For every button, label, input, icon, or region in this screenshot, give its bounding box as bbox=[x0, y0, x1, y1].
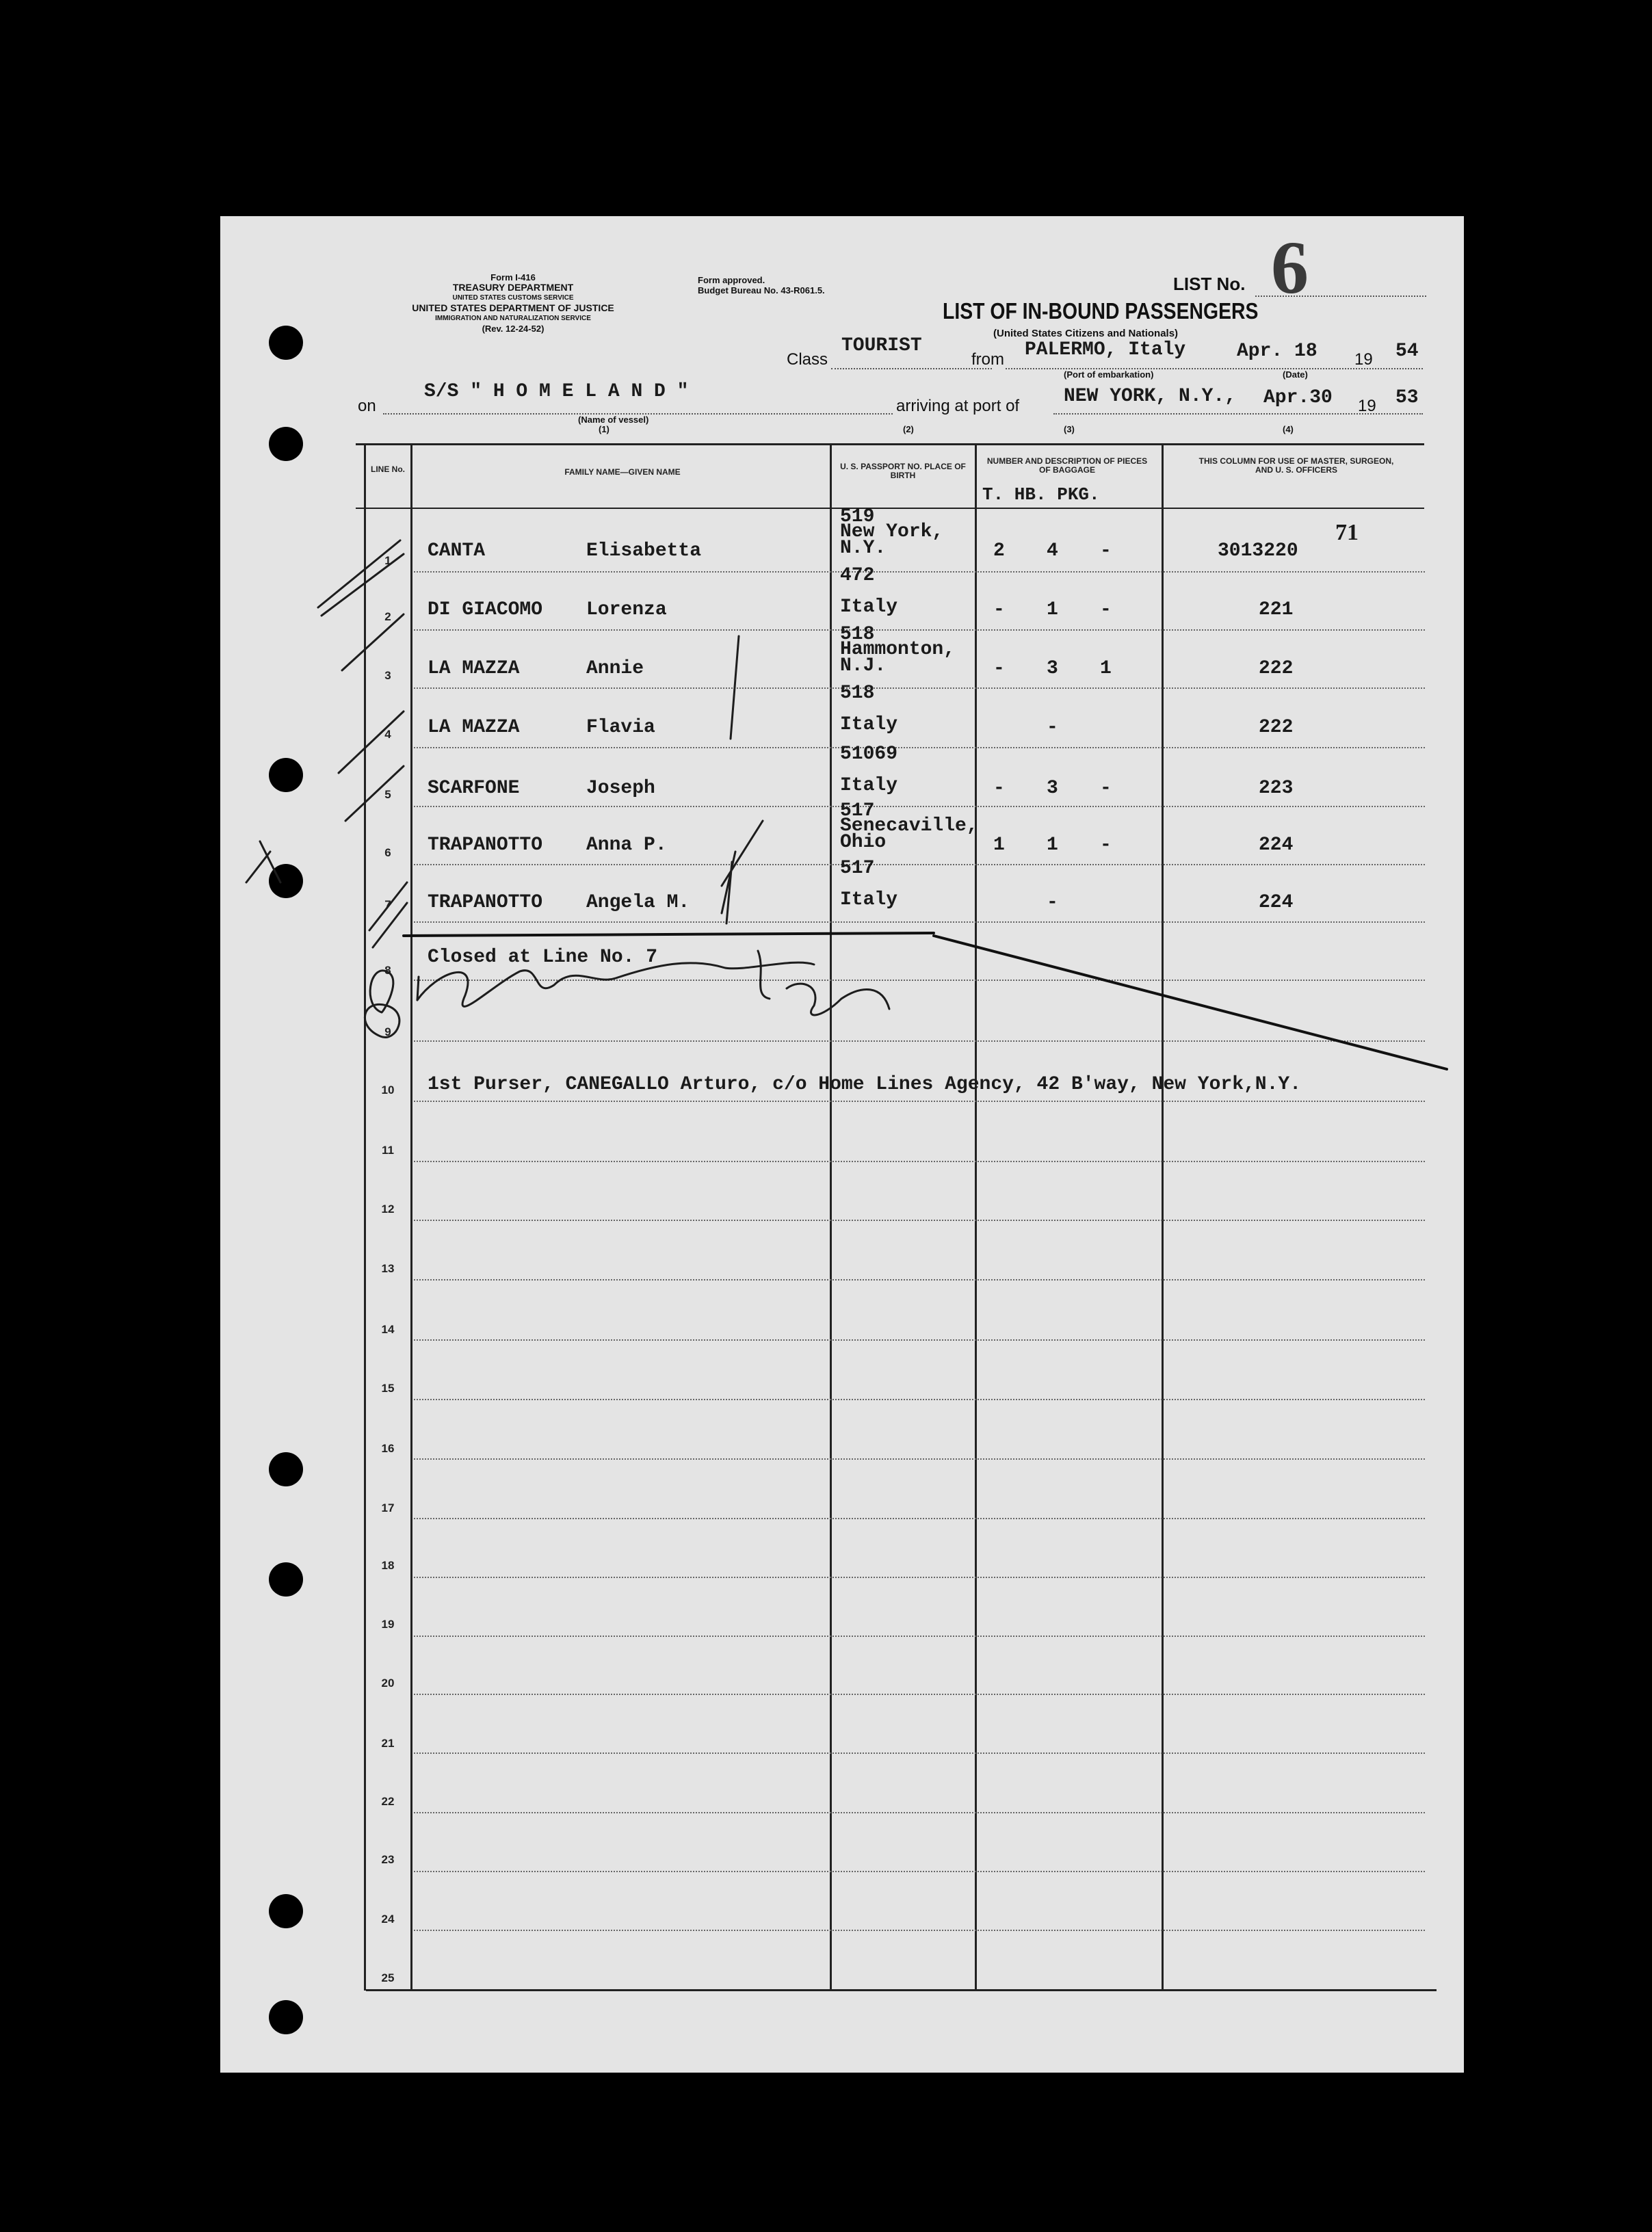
official-number: 224 bbox=[1259, 892, 1294, 913]
birth-place-2: Italy bbox=[840, 775, 898, 796]
line-number: 25 bbox=[381, 1971, 395, 1984]
baggage-hb: - bbox=[1047, 892, 1058, 913]
budget-bureau: Budget Bureau No. 43-R061.5. bbox=[698, 285, 825, 296]
line-number: 21 bbox=[381, 1737, 395, 1750]
birth-place-2: Italy bbox=[840, 596, 898, 618]
given-name: Joseph bbox=[586, 778, 655, 799]
line-number: 10 bbox=[381, 1084, 395, 1097]
line-number: 3 bbox=[384, 669, 391, 682]
header-baggage-sub: T. HB. PKG. bbox=[982, 484, 1100, 505]
from-year: 54 bbox=[1395, 341, 1419, 362]
birth-place-2: Ohio bbox=[840, 832, 887, 853]
family-name: LA MAZZA bbox=[428, 717, 520, 738]
official-number: 221 bbox=[1259, 599, 1294, 620]
col1-no: (1) bbox=[599, 424, 609, 434]
line-number: 16 bbox=[381, 1442, 395, 1455]
arrival-date: Apr.30 bbox=[1263, 387, 1333, 408]
family-name: TRAPANOTTO bbox=[428, 892, 543, 913]
treasury-dept: TREASURY DEPARTMENT bbox=[452, 282, 574, 293]
line-number: 15 bbox=[381, 1382, 395, 1395]
baggage-pkg: - bbox=[1100, 540, 1112, 562]
from-year-prefix: 19 bbox=[1354, 350, 1373, 369]
given-name: Anna P. bbox=[586, 835, 667, 856]
line-number: 22 bbox=[381, 1795, 395, 1808]
line-number: 19 bbox=[381, 1618, 395, 1631]
line-number: 12 bbox=[381, 1203, 395, 1216]
col3-no: (3) bbox=[1064, 424, 1075, 434]
line-number: 8 bbox=[384, 964, 391, 977]
passport-no: 51069 bbox=[840, 744, 898, 765]
header-officers: THIS COLUMN FOR USE OF MASTER, SURGEON, AND U. S. OFFICERS bbox=[1198, 456, 1394, 475]
baggage-pkg: - bbox=[1100, 778, 1112, 799]
extra-mark: 71 bbox=[1335, 520, 1359, 545]
class-label: Class bbox=[787, 350, 828, 369]
family-name: CANTA bbox=[428, 540, 486, 562]
from-date: Apr. 18 bbox=[1237, 341, 1317, 362]
official-number: 3013220 bbox=[1218, 540, 1298, 562]
arrival-port: NEW YORK, N.Y., bbox=[1064, 386, 1237, 407]
arrival-year-prefix: 19 bbox=[1358, 397, 1376, 415]
passport-no: 519 bbox=[840, 506, 875, 527]
class-value: TOURIST bbox=[841, 335, 922, 356]
birth-place-2: Italy bbox=[840, 889, 898, 910]
form-number: Form I-416 bbox=[490, 272, 536, 283]
official-number: 222 bbox=[1259, 658, 1294, 679]
line-number: 4 bbox=[384, 728, 391, 741]
passport-no: 517 bbox=[840, 800, 875, 822]
vessel-caption: (Name of vessel) bbox=[578, 415, 649, 425]
given-name: Flavia bbox=[586, 717, 655, 738]
baggage-t: - bbox=[993, 658, 1005, 679]
line-number: 9 bbox=[384, 1025, 391, 1038]
line-number: 24 bbox=[381, 1913, 395, 1926]
line-number: 14 bbox=[381, 1323, 395, 1336]
arriving-label: arriving at port of bbox=[896, 397, 1020, 415]
official-number: 224 bbox=[1259, 835, 1294, 856]
list-no-value: 6 bbox=[1271, 226, 1309, 309]
purser-line: 1st Purser, CANEGALLO Arturo, c/o Home Lines Agency, 42 B'way, New York,N.Y. bbox=[428, 1074, 1302, 1095]
closed-at-line: Closed at Line No. 7 bbox=[428, 947, 658, 968]
revision: (Rev. 12-24-52) bbox=[482, 324, 545, 334]
birth-place-2: Italy bbox=[840, 714, 898, 735]
title: LIST OF IN-BOUND PASSENGERS bbox=[943, 298, 1259, 324]
passport-no: 517 bbox=[840, 858, 875, 879]
birth-place-2: N.Y. bbox=[840, 538, 887, 559]
line-number: 6 bbox=[384, 846, 391, 859]
baggage-hb: - bbox=[1047, 717, 1058, 738]
line-number: 13 bbox=[381, 1262, 395, 1275]
baggage-hb: 1 bbox=[1047, 599, 1058, 620]
line-number: 18 bbox=[381, 1559, 395, 1572]
official-number: 222 bbox=[1259, 717, 1294, 738]
port-embarkation-caption: (Port of embarkation) bbox=[1064, 369, 1154, 380]
list-no-label: LIST No. bbox=[1173, 274, 1246, 294]
given-name: Elisabetta bbox=[586, 540, 702, 562]
line-number: 11 bbox=[382, 1144, 394, 1157]
passport-no: 518 bbox=[840, 683, 875, 704]
line-number: 23 bbox=[381, 1853, 395, 1866]
vessel-name: S/S " H O M E L A N D " bbox=[424, 381, 689, 402]
header-baggage: NUMBER AND DESCRIPTION OF PIECES OF BAGGAGE bbox=[986, 456, 1148, 475]
col4-no: (4) bbox=[1283, 424, 1294, 434]
baggage-pkg: 1 bbox=[1100, 658, 1112, 679]
given-name: Annie bbox=[586, 658, 644, 679]
family-name: SCARFONE bbox=[428, 778, 520, 799]
line-number: 20 bbox=[381, 1677, 395, 1690]
birth-place-1: Hammonton, bbox=[840, 639, 956, 660]
birth-place-1: New York, bbox=[840, 521, 944, 542]
baggage-t: - bbox=[993, 599, 1005, 620]
arrival-year: 53 bbox=[1395, 387, 1419, 408]
given-name: Lorenza bbox=[586, 599, 667, 620]
baggage-pkg: - bbox=[1100, 599, 1112, 620]
given-name: Angela M. bbox=[586, 892, 690, 913]
baggage-pkg: - bbox=[1100, 835, 1112, 856]
passport-no: 518 bbox=[840, 624, 875, 645]
subtitle: (United States Citizens and Nationals) bbox=[993, 328, 1179, 339]
header-line-no: LINE No. bbox=[371, 464, 405, 474]
birth-place-2: N.J. bbox=[840, 655, 887, 677]
baggage-t: 1 bbox=[993, 835, 1005, 856]
official-number: 223 bbox=[1259, 778, 1294, 799]
from-value: PALERMO, Italy bbox=[1025, 339, 1186, 360]
line-number: 5 bbox=[384, 788, 391, 801]
date-caption: (Date) bbox=[1283, 369, 1308, 380]
line-number: 7 bbox=[384, 898, 391, 911]
baggage-hb: 4 bbox=[1047, 540, 1058, 562]
justice-dept: UNITED STATES DEPARTMENT OF JUSTICE bbox=[412, 302, 614, 313]
ins-service: IMMIGRATION AND NATURALIZATION SERVICE bbox=[435, 315, 591, 322]
line-number: 2 bbox=[384, 610, 391, 623]
header-passport: U. S. PASSPORT NO. PLACE OF BIRTH bbox=[840, 462, 966, 480]
line-number: 17 bbox=[381, 1501, 395, 1514]
on-label: on bbox=[358, 397, 376, 415]
birth-place-1: Senecaville, bbox=[840, 815, 978, 837]
col2-no: (2) bbox=[903, 424, 914, 434]
line-number: 1 bbox=[384, 554, 391, 567]
baggage-hb: 1 bbox=[1047, 835, 1058, 856]
baggage-t: - bbox=[993, 778, 1005, 799]
passport-no: 472 bbox=[840, 565, 875, 586]
from-label: from bbox=[971, 350, 1004, 369]
baggage-hb: 3 bbox=[1047, 778, 1058, 799]
family-name: LA MAZZA bbox=[428, 658, 520, 679]
header-name: FAMILY NAME—GIVEN NAME bbox=[564, 467, 681, 477]
baggage-t: 2 bbox=[993, 540, 1005, 562]
family-name: DI GIACOMO bbox=[428, 599, 543, 620]
baggage-hb: 3 bbox=[1047, 658, 1058, 679]
approved-text: Form approved. bbox=[698, 275, 765, 285]
customs-service: UNITED STATES CUSTOMS SERVICE bbox=[452, 294, 574, 302]
family-name: TRAPANOTTO bbox=[428, 835, 543, 856]
